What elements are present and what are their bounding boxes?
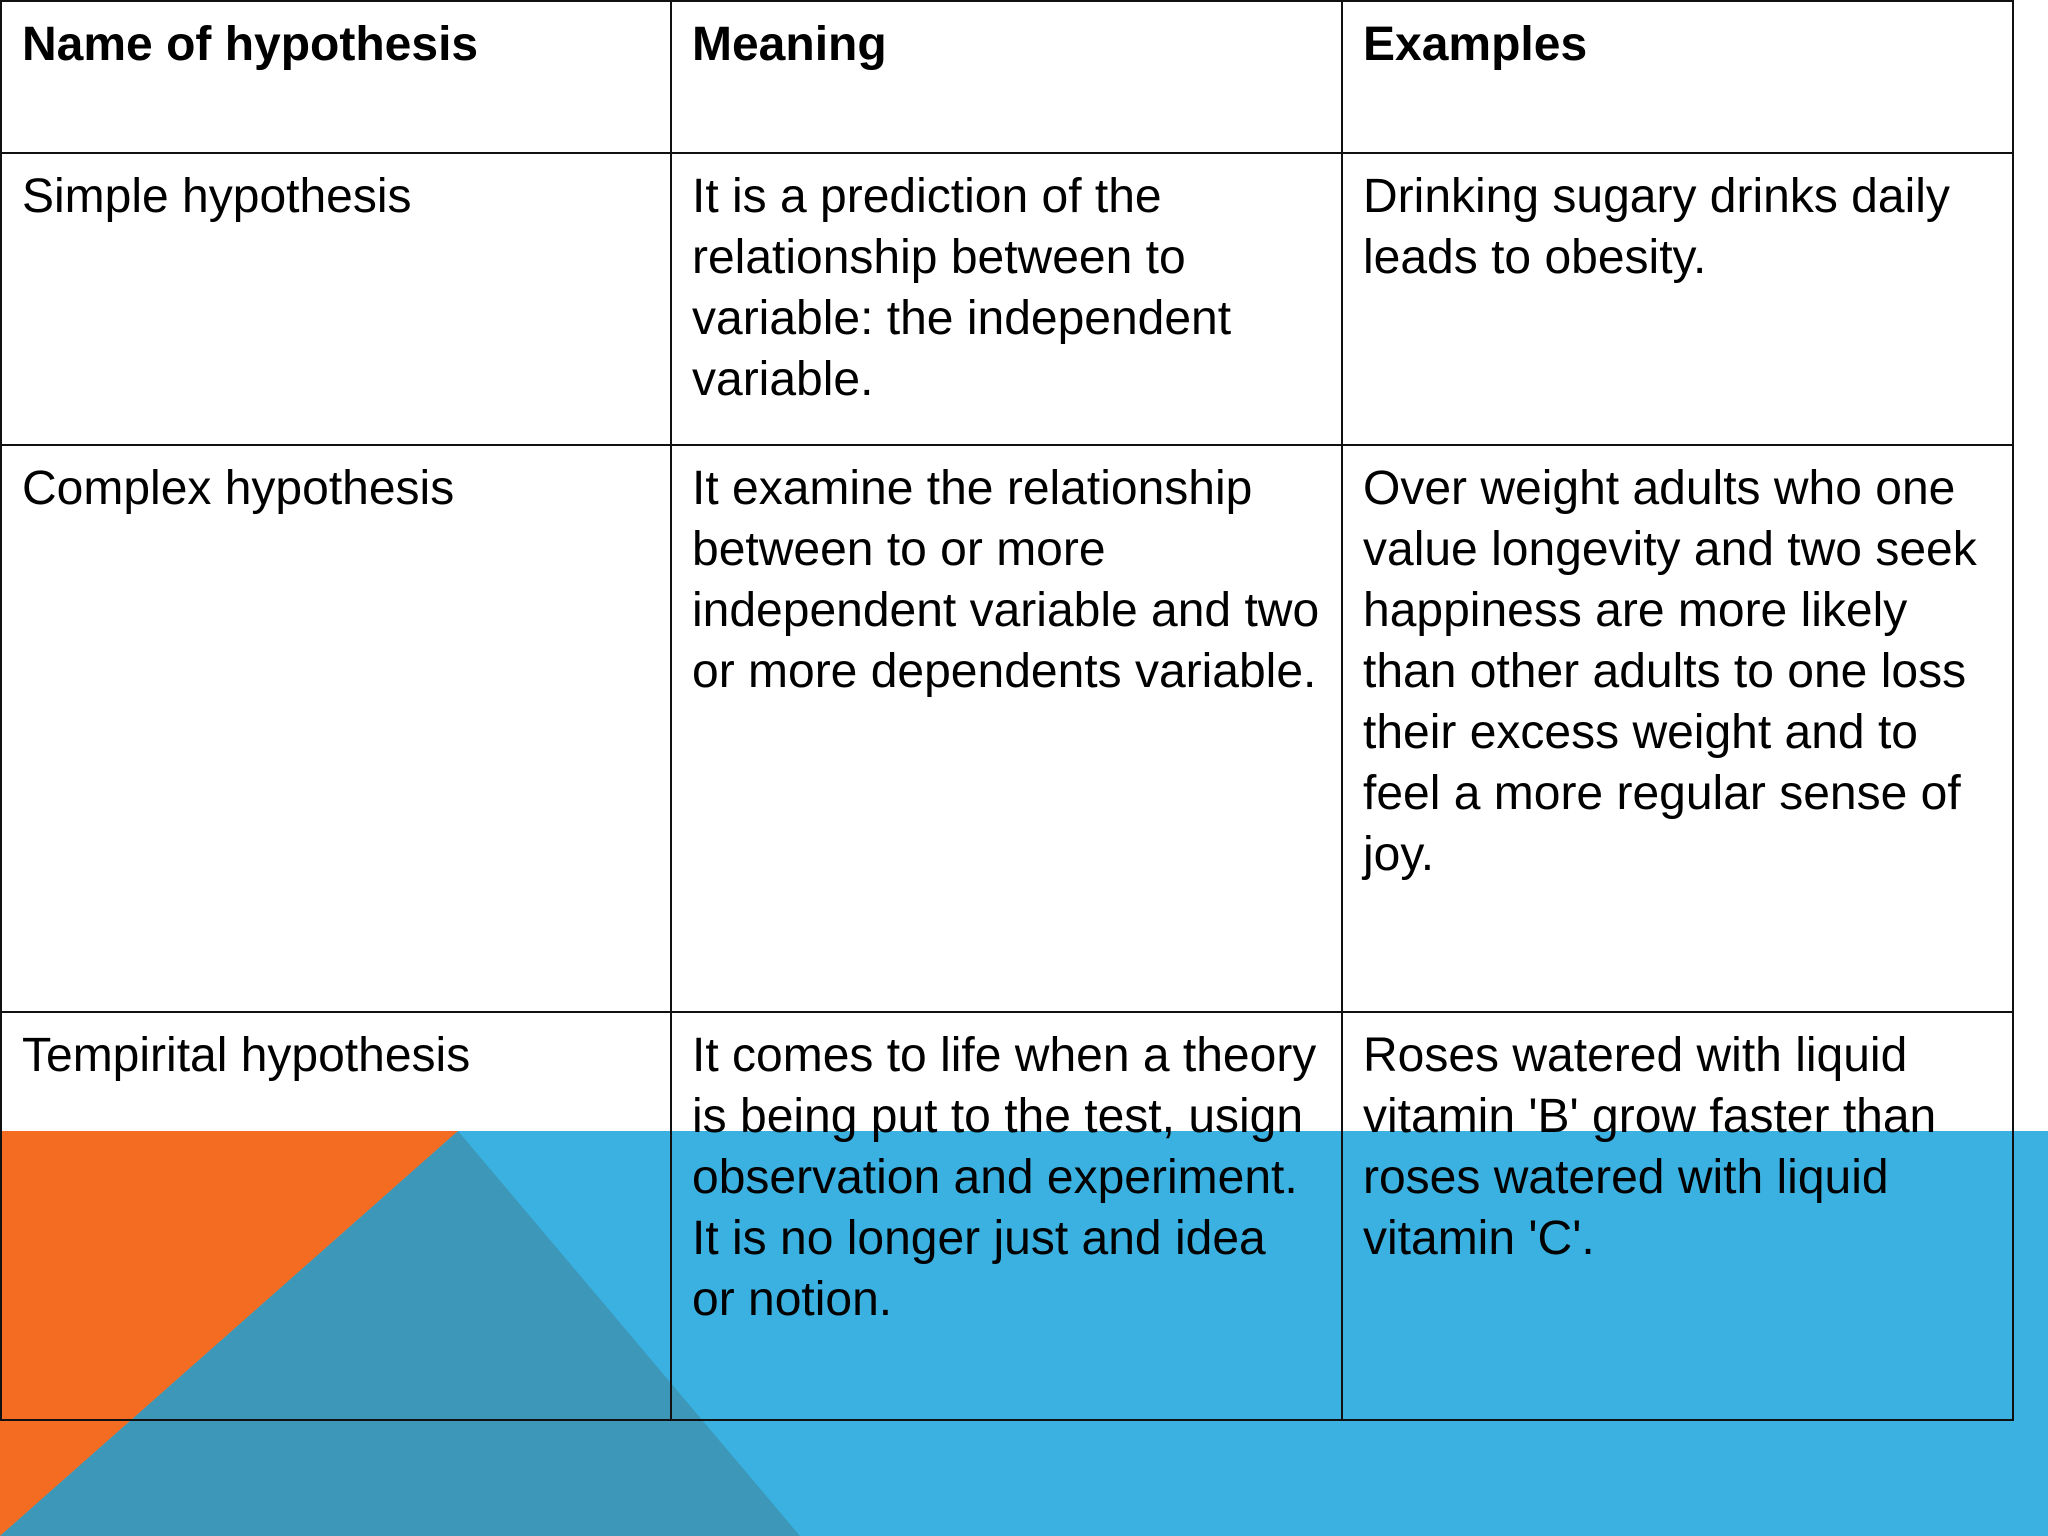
cell-example: Roses watered with liquid vitamin 'B' grow faster than roses watered with liquid vitamin 'C'.: [1342, 1012, 2013, 1420]
header-examples: Examples: [1342, 1, 2013, 153]
cell-meaning: It comes to life when a theory is being put to the test, usign observation and experiment. It is no longer just and idea or notion.: [671, 1012, 1342, 1420]
cell-hypothesis-name: Complex hypothesis: [1, 445, 671, 1012]
header-name-of-hypothesis: Name of hypothesis: [1, 1, 671, 153]
cell-hypothesis-name: Tempirital hypothesis: [1, 1012, 671, 1420]
table-row-complex-hypothesis: [1, 445, 2013, 1012]
cell-meaning: It is a prediction of the relationship between to variable: the independent variable.: [671, 153, 1342, 445]
cell-example: Over weight adults who one value longevity and two seek happiness are more likely than other adults to one loss their excess weight and to feel a more regular sense of joy.: [1342, 445, 2013, 1012]
cell-hypothesis-name: Simple hypothesis: [1, 153, 671, 445]
header-meaning: Meaning: [671, 1, 1342, 153]
table-row-simple-hypothesis: [1, 153, 2013, 445]
cell-example: Drinking sugary drinks daily leads to obesity.: [1342, 153, 2013, 445]
table-header-row: [1, 1, 2013, 153]
table-row-tempirital-hypothesis: [1, 1012, 2013, 1420]
cell-meaning: It examine the relationship between to or more independent variable and two or more dependents variable.: [671, 445, 1342, 1012]
